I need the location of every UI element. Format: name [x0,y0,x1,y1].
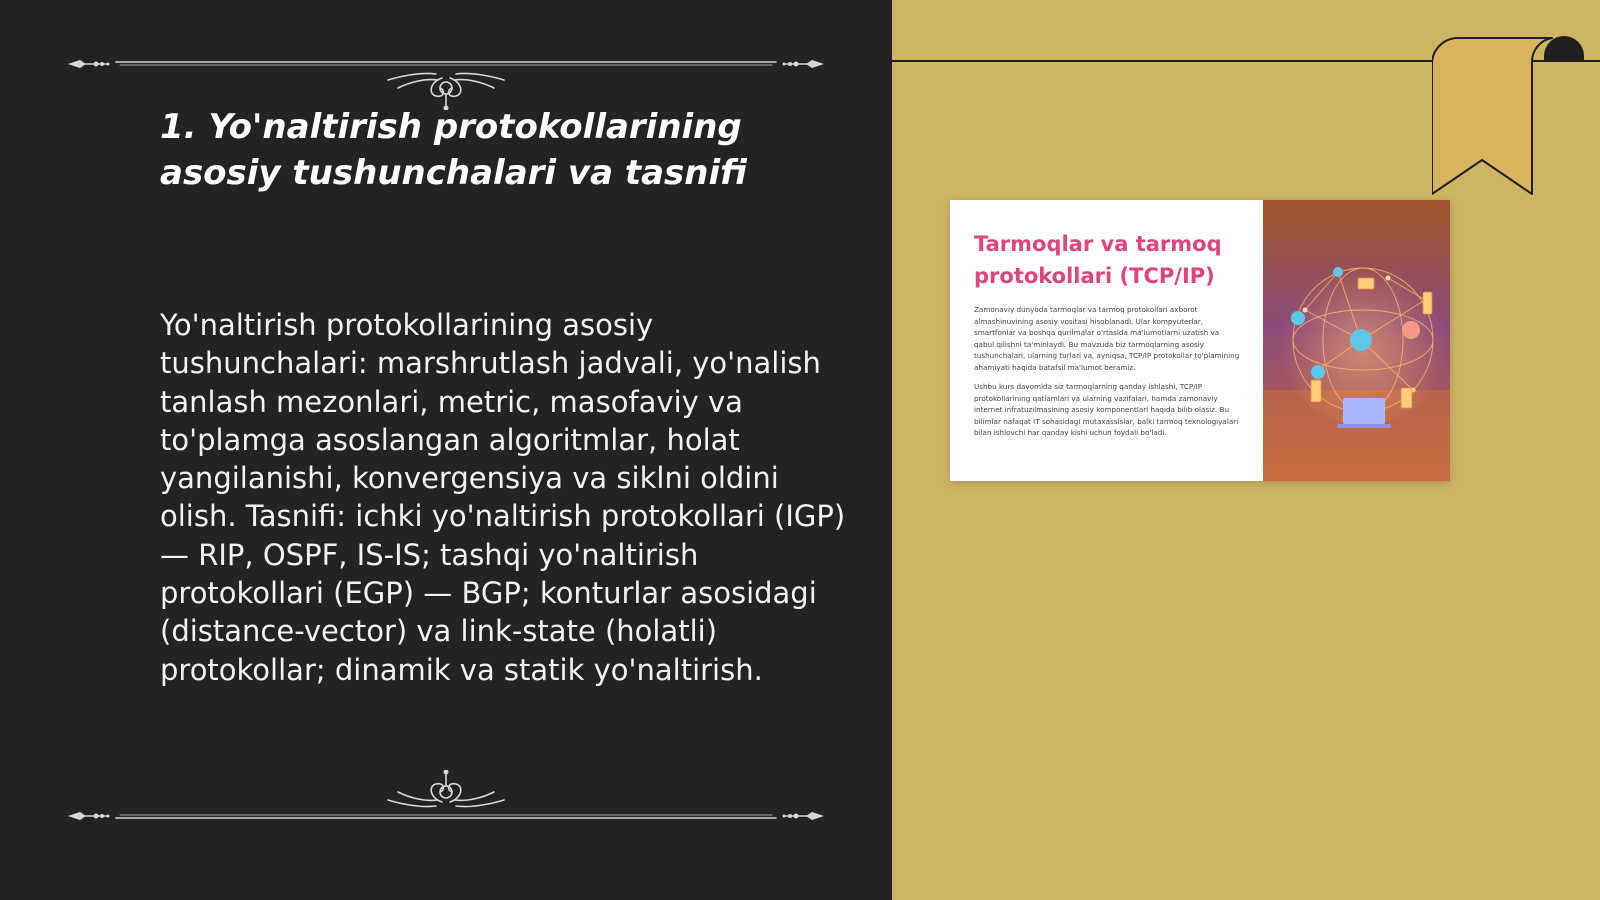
slide-thumbnail-preview [950,200,1450,481]
thumbnail-paragraph-1: Zamonaviy dunyoda tarmoqlar va tarmoq protokollari axborot almashinuvining asosiy vositasi hisoblanadi. Ular kompyuterlar, smartfonlar va boshqa qurilmalar o'rtasida ma'lumotlarni uzatish va qabul qilishni ta'minlaydi. Bu mavzuda biz tarmoqlarning asosiy tushunchalari, ularning turlari va, ayniqsa, TCP/IP protokollar to'plamining ahamiyati haqida batafsil ma'lumot beramiz. [974,305,1240,372]
thumbnail-paragraph-2: Ushbu kurs davomida siz tarmoqlarning qanday ishlashi, TCP/IP protokollarining qatlamlari va ularning vazifalari, hamda zamonaviy internet infratuzilmasining asosiy komponentlari haqida bilib olasiz. Bu bilimlar nafaqat IT sohasidagi mutaxassislar, balki tarmoq texnologiyalari bilan ishlovchi har qanday kishi uchun foydali bo'ladi. [974,382,1239,437]
top-ornament-divider [66,50,826,110]
bookmark-ribbon-icon [1432,34,1592,199]
slide-body-text: Yo'naltirish protokollarining asosiy tushunchalari: marshrutlash jadvali, yo'nalish tanlash mezonlari, metric, masofaviy va to'plamga asoslangan algoritmlar, holat yangilanishi, konvergensiya va siklni oldini olish. Tasnifi: ichki yo'naltirish protokollari (IGP) — RIP, OSPF, IS-IS; tashqi yo'naltirish protokollari (EGP) — BGP; konturlar asosidagi (distance-vector) va link-state (holatli) protokollar; dinamik va statik yo'naltirish. [160,308,846,687]
thumbnail-title: Tarmoqlar va tarmoq protokollari (TCP/IP) [974,232,1222,288]
bottom-ornament-divider [66,770,826,830]
thumbnail-text-panel [950,200,1263,481]
slide-title: 1. Yo'naltirish protokollarining asosiy tushunchalari va tasnifi [160,107,747,193]
network-globe-illustration [1263,200,1450,481]
